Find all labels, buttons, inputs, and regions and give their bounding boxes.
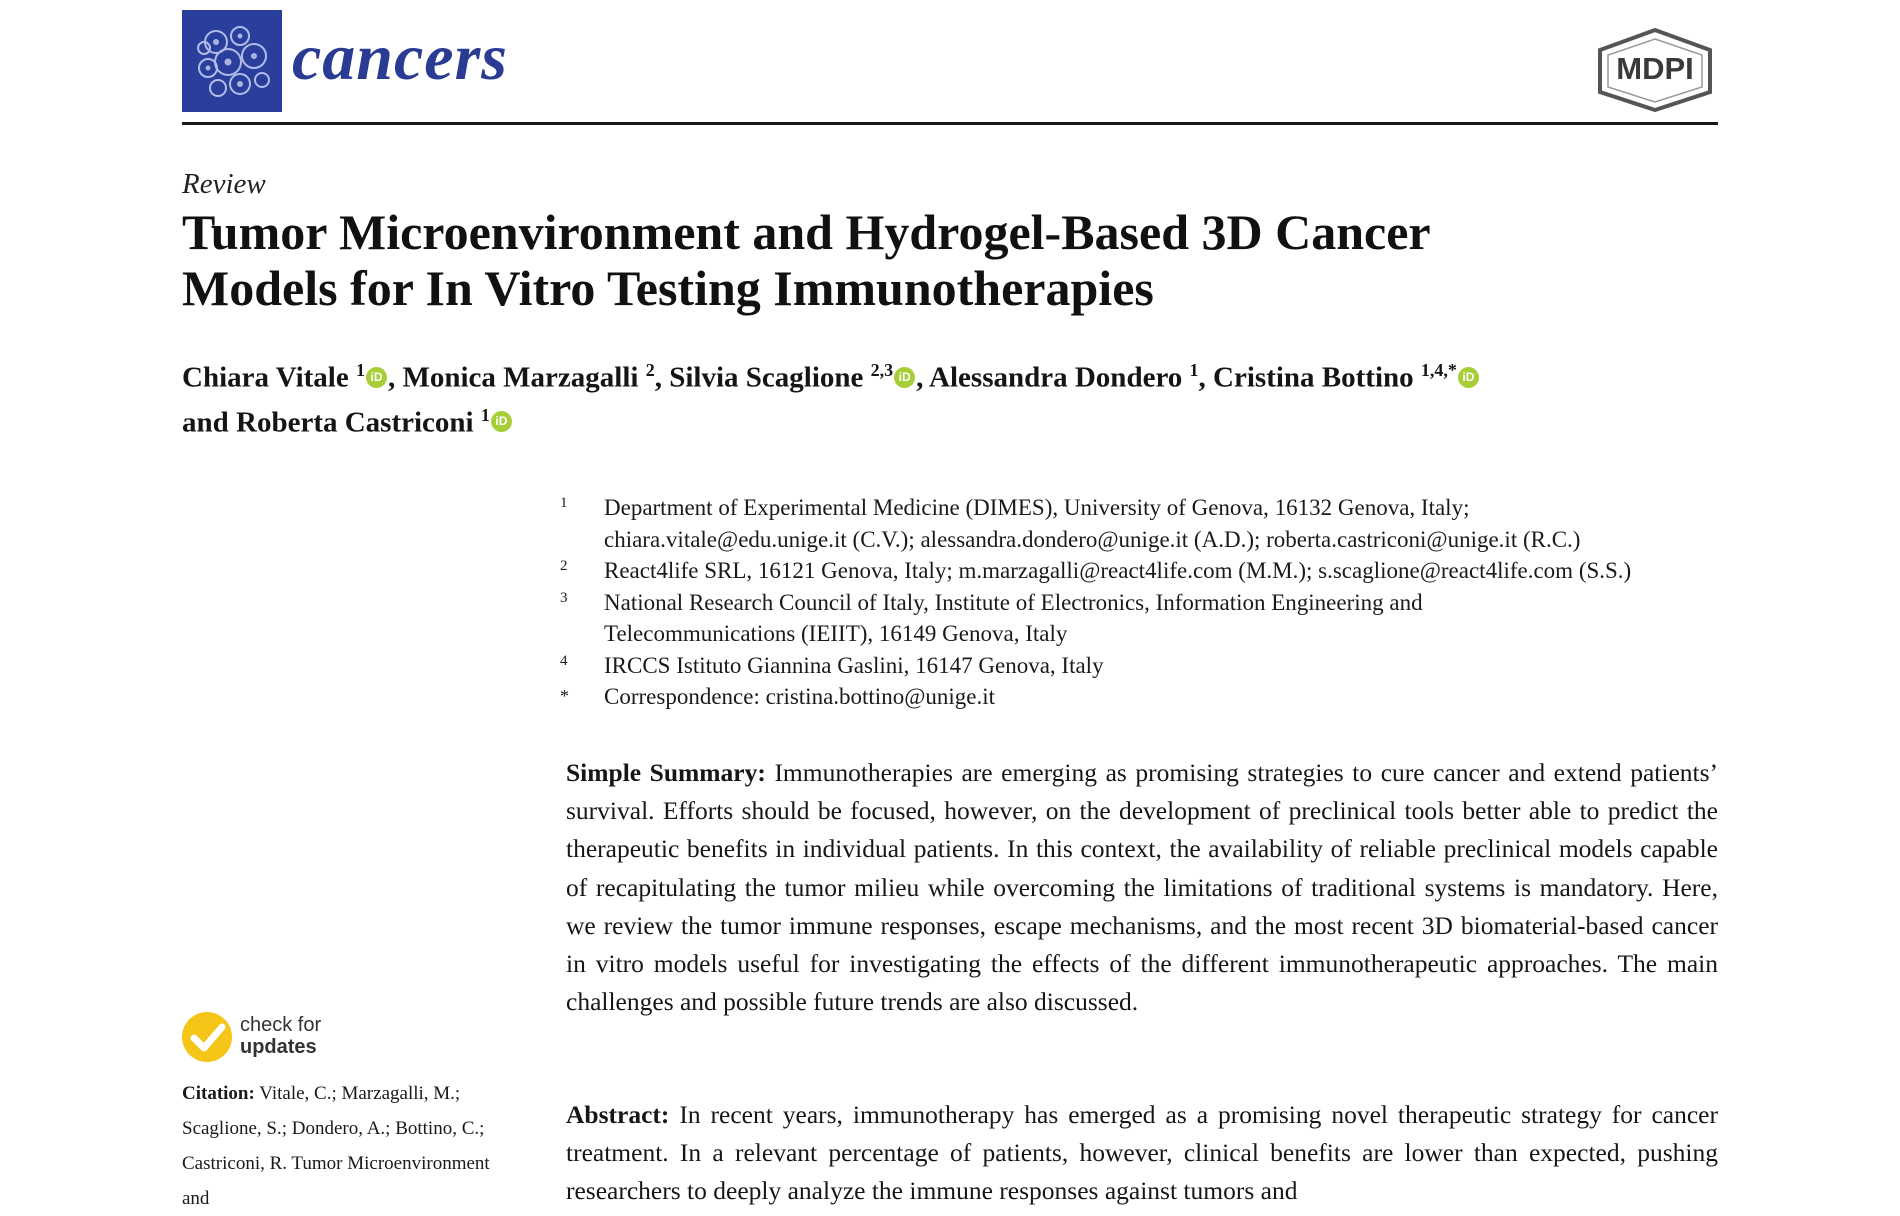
affiliation-text: Department of Experimental Medicine (DIMES), University of Genova, 16132 Genova, Italy;	[604, 495, 1470, 520]
author-name[interactable]: Chiara Vitale	[182, 361, 349, 394]
check-line: check for	[240, 1014, 322, 1036]
affiliation-ref: 2,3	[870, 360, 894, 380]
affiliation-number: 2	[560, 558, 568, 574]
orcid-icon[interactable]: iD	[491, 411, 512, 432]
affiliation-ref: 2	[645, 360, 655, 380]
cells-icon	[182, 10, 282, 112]
affiliation-ref: 1	[480, 404, 490, 425]
affiliation-text: IRCCS Istituto Giannina Gaslini, 16147 Genova, Italy	[604, 652, 1104, 678]
author-name[interactable]: Silvia Scaglione	[669, 361, 864, 394]
author-separator: ,	[916, 361, 930, 394]
author-name[interactable]: Monica Marzagalli	[402, 361, 639, 394]
author-name[interactable]: Cristina Bottino	[1213, 361, 1414, 394]
publisher-logo	[1592, 26, 1718, 112]
affiliation-ref: 1,4,*	[1420, 360, 1457, 380]
affiliations	[560, 492, 1720, 713]
journal-logo	[182, 10, 282, 112]
citation	[182, 1076, 512, 1216]
affiliation-ref: 1	[356, 360, 365, 380]
simple-summary-label: Simple Summary:	[566, 758, 766, 787]
title-line: Tumor Microenvironment and Hydrogel-Based 3D Cancer	[182, 204, 1431, 260]
correspondence-email[interactable]: Correspondence: cristina.bottino@unige.it	[604, 684, 996, 709]
affiliation-item	[560, 492, 1720, 555]
affiliation-item	[560, 587, 1720, 650]
affiliation-item	[560, 650, 1720, 682]
check-for-updates-label	[240, 1014, 321, 1058]
author-separator: ,	[654, 361, 670, 394]
affiliation-number: 3	[560, 589, 568, 606]
abstract-label: Abstract:	[566, 1100, 670, 1129]
author-name[interactable]: Alessandra Dondero	[929, 361, 1183, 394]
affiliation-text: Telecommunications (IEIIT), 16149 Genova, Italy	[604, 621, 1068, 646]
affiliation-text: National Research Council of Italy, Institute of Electronics, Information Engineering and	[604, 589, 1423, 615]
citation-text: Vitale, C.; Marzagalli, M.; Scaglione, S.; Dondero, A.; Bottino, C.; Castriconi, R. Tumor Microenvironment and	[182, 1083, 490, 1209]
header-divider	[182, 122, 1718, 125]
author-separator: ,	[388, 361, 403, 394]
checkmark-icon	[182, 1012, 232, 1062]
correspondence	[560, 681, 1720, 713]
orcid-icon[interactable]: iD	[894, 367, 915, 388]
author-name[interactable]: and Roberta Castriconi	[182, 406, 474, 439]
affiliation-emails[interactable]: chiara.vitale@edu.unige.it (C.V.); alessandra.dondero@unige.it (A.D.); roberta.castriconi@unige.it (R.C.)	[604, 526, 1581, 552]
correspondence-marker: *	[560, 686, 569, 706]
affiliation-number: 4	[560, 652, 568, 669]
author-list	[182, 352, 1702, 441]
updates-line: updates	[240, 1036, 317, 1058]
check-for-updates-button[interactable]	[182, 1012, 352, 1066]
article-type: Review	[182, 168, 266, 200]
author-separator: ,	[1198, 361, 1214, 394]
author-line	[182, 352, 1702, 397]
author-line	[182, 397, 1702, 442]
simple-summary-text: Immunotherapies are emerging as promising strategies to cure cancer and extend patients’ survival. Efforts should be focused, however, on the development of preclinical tools better able to predict the therapeutic benefits in individual patients. In this context, the availability of reliable preclinical models capable of recapitulating the tumor milieu while overcoming the limitations of traditional systems is mandatory. Here, we review the tumor immune responses, escape mechanisms, and the most recent 3D biomaterial-based cancer in vitro models useful for investigating the effects of the different immunotherapeutic approaches. The main challenges and possible future trends are also discussed.	[566, 758, 1719, 1017]
simple-summary	[566, 754, 1718, 1021]
publisher-logo-text: MDPI	[1616, 51, 1694, 86]
article-title	[182, 204, 1702, 316]
orcid-icon[interactable]: iD	[366, 367, 387, 388]
affiliation-ref: 1	[1189, 360, 1199, 380]
orcid-icon[interactable]: iD	[1458, 367, 1479, 388]
abstract	[566, 1096, 1718, 1210]
title-line: Models for In Vitro Testing Immunotherapies	[182, 260, 1154, 316]
affiliation-text: React4life SRL, 16121 Genova, Italy; m.marzagalli@react4life.com (M.M.); s.scaglione@react4life.com (S.S.)	[604, 558, 1632, 583]
citation-label: Citation:	[182, 1083, 255, 1104]
affiliation-item	[560, 555, 1720, 587]
journal-name: cancers	[292, 21, 508, 94]
affiliation-number: 1	[560, 495, 568, 511]
abstract-text: In recent years, immunotherapy has emerged as a promising novel therapeutic strategy for cancer treatment. In a relevant percentage of patients, however, clinical benefits are lower than expected, pushing researchers to deeply analyze the immune responses against tumors and	[566, 1100, 1718, 1205]
